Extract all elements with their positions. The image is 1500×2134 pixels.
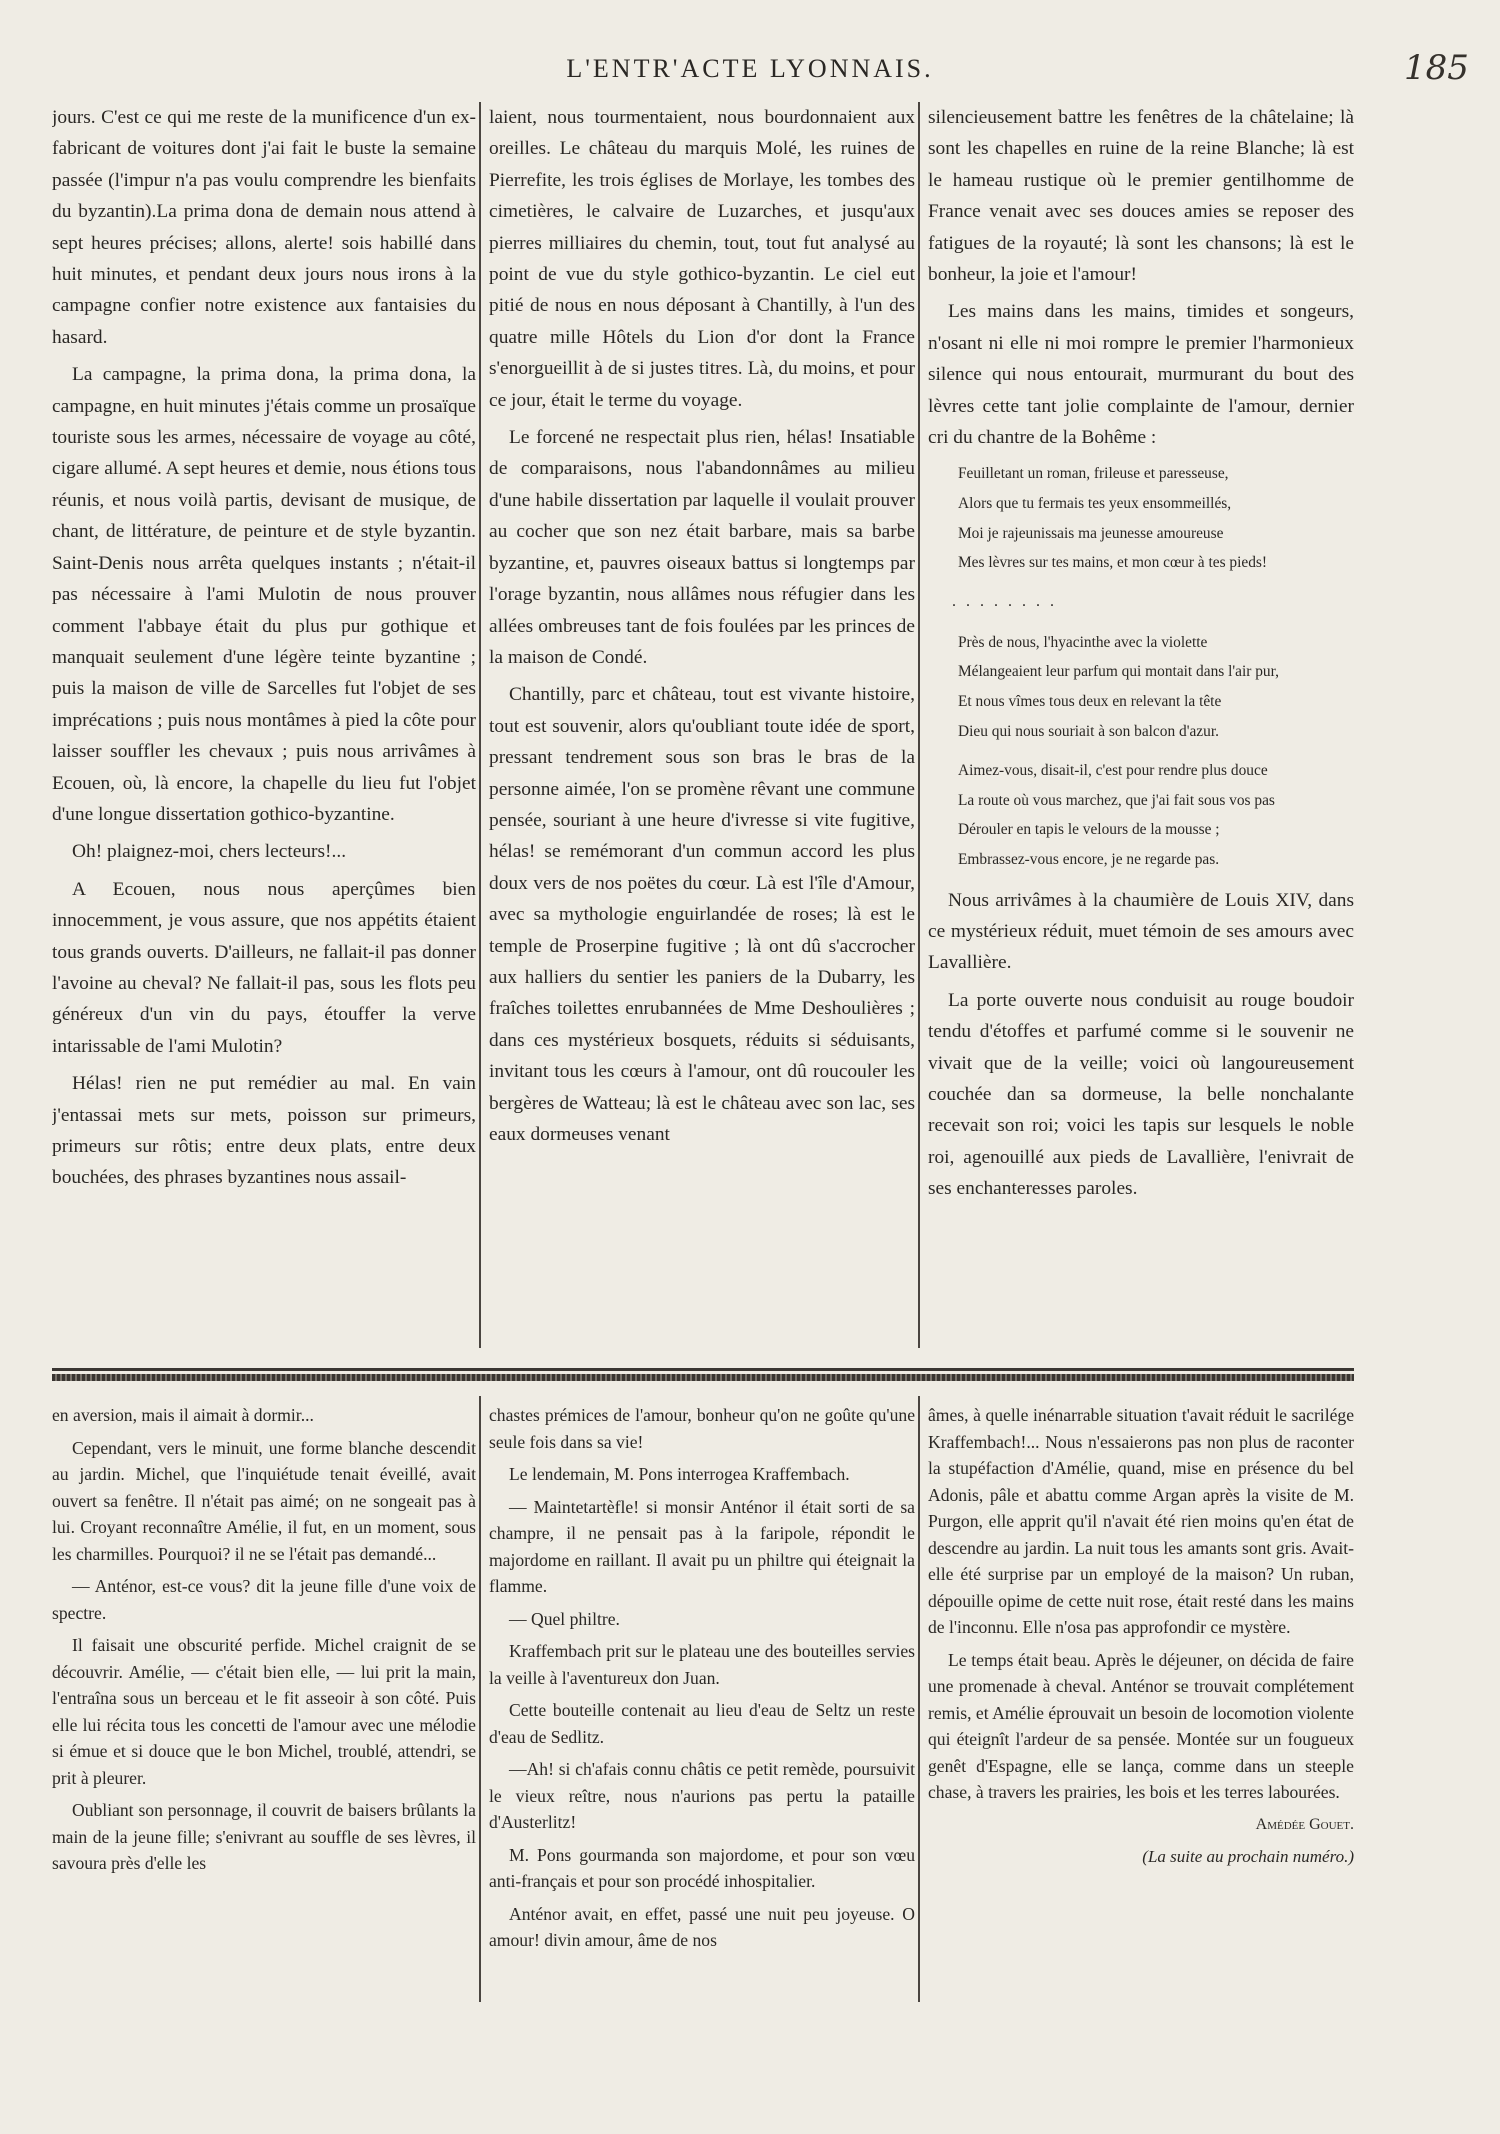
paragraph: jours. C'est ce qui me reste de la munificence d'un ex-fabricant de voitures dont j'ai fait le buste la semaine passée (l'impur n'a pas voulu comprendre les bienfaits du byzantin).La prima dona de demain nous attend à sept heures précises; allons, alerte! sois habillé dans huit minutes, et pendant deux jours nous irons à la campagne confier notre existence aux fantaisies du hasard.: [52, 107, 476, 348]
article-column-2: [489, 102, 915, 1344]
verse-line: Embrassez-vous encore, je ne regarde pas.: [958, 851, 1220, 868]
continued-notice: (La suite au prochain numéro.): [1142, 1847, 1354, 1866]
feuilleton-column-2: [489, 1402, 915, 2002]
paragraph: — Quel philtre.: [509, 1608, 620, 1629]
poem-stanza-1: [958, 459, 1354, 577]
paragraph: La porte ouverte nous conduisit au rouge boudoir tendu d'étoffes et parfumé comme si le souvenir ne vivait que de la veille; voici où langoureusement couchée dan sa dormeuse, la belle nonchalante recevait son roi; voici les tapis sur lesquels le noble roi, agenouillé aux pieds de Lavallière, l'enivrait de ses enchanteresses paroles.: [928, 989, 1354, 1200]
ellipsis-separator: ........: [952, 592, 1064, 610]
paragraph: Nous arrivâmes à la chaumière de Louis XIV, dans ce mystérieux réduit, muet témoin de ses amours avec Lavallière.: [928, 889, 1354, 974]
paragraph: Hélas! rien ne put remédier au mal. En vain j'entassai mets sur mets, poisson sur primeurs, primeurs sur rôtis; entre deux plats, entre deux bouchées, des phrases byzantines nous assail-: [52, 1073, 476, 1189]
paragraph: Le lendemain, M. Pons interrogea Kraffembach.: [509, 1464, 850, 1484]
poem-stanza-3: [958, 756, 1354, 874]
paragraph: — Maintetartèfle! si monsir Anténor il était sorti de sa champre, il ne pensait pas à la faripole, répondit le majordome en raillant. Il avait pu un philtre qui éteignait la flamme.: [489, 1496, 915, 1596]
paragraph: Les mains dans les mains, timides et songeurs, n'osant ni elle ni moi rompre le premier l'harmonieux silence qui nous entourait, murmurant du bout des lèvres cette tant jolie complainte de l'amour, dernier cri du chantre de la Bohême :: [928, 301, 1354, 449]
paragraph: Kraffembach prit sur le plateau une des bouteilles servies la veille à l'aventureux don Juan.: [489, 1641, 915, 1688]
paragraph: — Anténor, est-ce vous? dit la jeune fille d'une voix de spectre.: [52, 1576, 476, 1623]
column-divider: [479, 102, 481, 1348]
verse-line: Près de nous, l'hyacinthe avec la violette: [958, 633, 1208, 651]
section-divider-rule: [52, 1368, 1354, 1371]
paragraph: Oubliant son personnage, il couvrit de baisers brûlants la main de la jeune fille; s'enivrant au souffle de ses lèvres, il savoura près d'elle les: [52, 1800, 476, 1873]
verse-line: Feuilletant un roman, frileuse et paresseuse,: [958, 465, 1229, 483]
paragraph: laient, nous tourmentaient, nous bourdonnaient aux oreilles. Le château du marquis Molé, les ruines de Pierrefite, les trois églises de Morlaye, les tombes des cimetières, le calvaire de Luzarches, et jusqu'aux pierres milliaires du chemin, tout, tout fut analysé au point de vue du style gothico-byzantin. Le ciel eut pitié de nous en nous déposant à Chantilly, à l'un des quatre mille Hôtels du Lion d'or dont la France s'enorgueillit à de si justes titres. Là, du moins, et pour ce jour, était le terme du voyage.: [489, 107, 915, 411]
column-divider: [918, 1396, 920, 2002]
verse-line: Moi je rajeunissais ma jeunesse amoureuse: [958, 524, 1224, 542]
paragraph: —Ah! si ch'afais connu châtis ce petit remède, poursuivit le vieux reître, nous n'aurions pas pertu la pataille d'Austerlitz!: [489, 1759, 915, 1832]
paragraph: Cependant, vers le minuit, une forme blanche descendit au jardin. Michel, que l'inquiétude tenait éveillé, avait ouvert sa fenêtre. Il n'était pas aimé; on ne songeait pas à lui. Croyant reconnaître Amélie, il fut, en un moment, sous les charmilles. Pourquoi? il ne se l'était pas demandé...: [52, 1437, 476, 1564]
paragraph: chastes prémices de l'amour, bonheur qu'on ne goûte qu'une seule fois dans sa vie!: [489, 1405, 915, 1452]
verse-line: La route où vous marchez, que j'ai fait sous vos pas: [958, 791, 1275, 809]
paragraph: âmes, à quelle inénarrable situation t'avait réduit le sacrilége Kraffembach!... Nous n'essaierons pas non plus de raconter la stupéfaction d'Amélie, quand, mise en présence du bel Adonis, pâle et abattu comme Argan après la visite de M. Purgon, elle apprit qu'il n'avait été rien moins qu'en état de descendre au jardin. La nuit tous les amants sont gris. Avait-elle été surprise par un employé de la maison? Un ruban, dépouille opime de cette nuit rose, était resté dans les mains de l'inconnu. Elle n'osa pas approfondir ce mystère.: [928, 1405, 1354, 1637]
verse-line: Mes lèvres sur tes mains, et mon cœur à tes pieds!: [958, 554, 1268, 572]
paragraph: Anténor avait, en effet, passé une nuit peu joyeuse. O amour! divin amour, âme de nos: [489, 1903, 915, 1950]
paragraph: M. Pons gourmanda son majordome, et pour son vœu anti-français et pour son procédé inhospitalier.: [489, 1844, 915, 1891]
feuilleton-column-1: [52, 1402, 476, 2002]
paragraph: Le forcené ne respectait plus rien, hélas! Insatiable de comparaisons, nous l'abandonnâmes au milieu d'une habile dissertation par laquelle il voulait prouver au cocher que son nez était barbare, mais sa barbe byzantine, et, pauvres oiseaux battus si longtemps par l'orage byzantin, nous allâmes nous réfugier dans les allées ombreuses tant de fois foulées par les princes de la maison de Condé.: [489, 427, 915, 668]
verse-line: Aimez-vous, disait-il, c'est pour rendre plus douce: [958, 762, 1268, 780]
paragraph: silencieusement battre les fenêtres de la châtelaine; là sont les chapelles en ruine de la reine Blanche; là est le hameau rustique où le premier gentilhomme de France venait avec ses douces amies se reposer des fatigues de la royauté; là sont les chansons; là est le bonheur, la joie et l'amour!: [928, 107, 1354, 286]
paragraph: A Ecouen, nous nous aperçûmes bien innocemment, je vous assure, que nos appétits étaient tous grands ouverts. D'ailleurs, ne fallait-il pas donner l'avoine au cheval? Ne fallait-il pas, sous les flots peu généreux d'un vin du pays, étouffer la verve intarissable de l'ami Mulotin?: [52, 878, 476, 1057]
section-divider-band: [52, 1374, 1354, 1381]
verse-line: Alors que tu fermais tes yeux ensommeillés,: [958, 495, 1232, 513]
author-signature: Amédée Gouet.: [1255, 1815, 1354, 1833]
verse-line: Dérouler en tapis le velours de la mousse ;: [958, 821, 1220, 839]
article-column-3: [928, 102, 1354, 1344]
poem-stanza-2: [958, 628, 1354, 746]
column-divider: [479, 1396, 481, 2002]
article-column-1: [52, 102, 476, 1344]
verse-line: Dieu qui nous souriait à son balcon d'azur.: [958, 722, 1219, 740]
paragraph: Il faisait une obscurité perfide. Michel craignit de se découvrir. Amélie, — c'était bien elle, — lui prit la main, l'entraîna sous un berceau et le fit asseoir à son côté. Puis elle lui récita tous les concetti de l'amour avec une mélodie si émue et si douce que le bon Michel, troublé, attendri, se prit à pleurer.: [52, 1635, 476, 1788]
paragraph: La campagne, la prima dona, la prima dona, la campagne, en huit minutes j'étais comme un prosaïque touriste sous les armes, nécessaire de voyage au côté, cigare allumé. A sept heures et demie, nous étions tous réunis, et nous voilà partis, devisant de musique, de chant, de littérature, de peinture et de style byzantin. Saint-Denis nous arrêta quelques instants ; n'était-il pas nécessaire à l'ami Mulotin de nous prouver comment l'abbaye était du plus pur gothique et manquait seulement d'une légère teinte byzantine ; puis la maison de ville de Sarcelles fut l'objet de ses imprécations ; puis nous montâmes à pied la côte pour laisser souffler les chevaux ; puis nous arrivâmes à Ecouen, où, là encore, la chapelle du lieu fut l'objet d'une longue dissertation gothico-byzantine.: [52, 364, 476, 825]
feuilleton-column-3: [928, 1402, 1354, 2002]
paragraph: Cette bouteille contenait au lieu d'eau de Seltz un reste d'eau de Sedlitz.: [489, 1700, 915, 1747]
paragraph: en aversion, mais il aimait à dormir...: [52, 1405, 314, 1425]
column-divider: [918, 102, 920, 1348]
verse-line: Et nous vîmes tous deux en relevant la tête: [958, 693, 1222, 711]
paragraph: Le temps était beau. Après le déjeuner, on décida de faire une promenade à cheval. Anténor se trouvait complétement remis, et Amélie éprouvait un besoin de locomotion violente qui éteignît l'ardeur de sa pensée. Montée sur un fougueux genêt d'Espagne, elle se lança, comme dans un steeple chase, à travers les prairies, les bois et les terres labourées.: [928, 1649, 1354, 1802]
paragraph: Oh! plaignez-moi, chers lecteurs!...: [72, 841, 347, 863]
page-title: L'ENTR'ACTE LYONNAIS.: [566, 54, 934, 83]
page-number: 185: [1404, 48, 1469, 88]
paragraph: Chantilly, parc et château, tout est vivante histoire, tout est souvenir, alors qu'oubliant toute idée de sport, pressant tendrement sous son bras le bras de la personne aimée, l'on se promène rêvant une commune pensée, souriant à une heure d'ivresse si vite fugitive, hélas! se remémorant d'un commun accord les plus doux vers de nos poëtes du cœur. Là est l'île d'Amour, avec sa mythologie enguirlandée de roses; là est le temple de Proserpine fugitive ; là ont dû s'accrocher aux halliers du sentier les paniers de la Dubarry, les fraîches toilettes enrubannées de Mme Deshoulières ; dans ces mystérieux bosquets, réduits si séduisants, invitant tous les cœurs à l'amour, ont dû roucouler les bergères de Watteau; là est le château avec son lac, ses eaux dormeuses venant: [489, 684, 915, 1145]
verse-line: Mélangeaient leur parfum qui montait dans l'air pur,: [958, 663, 1279, 681]
